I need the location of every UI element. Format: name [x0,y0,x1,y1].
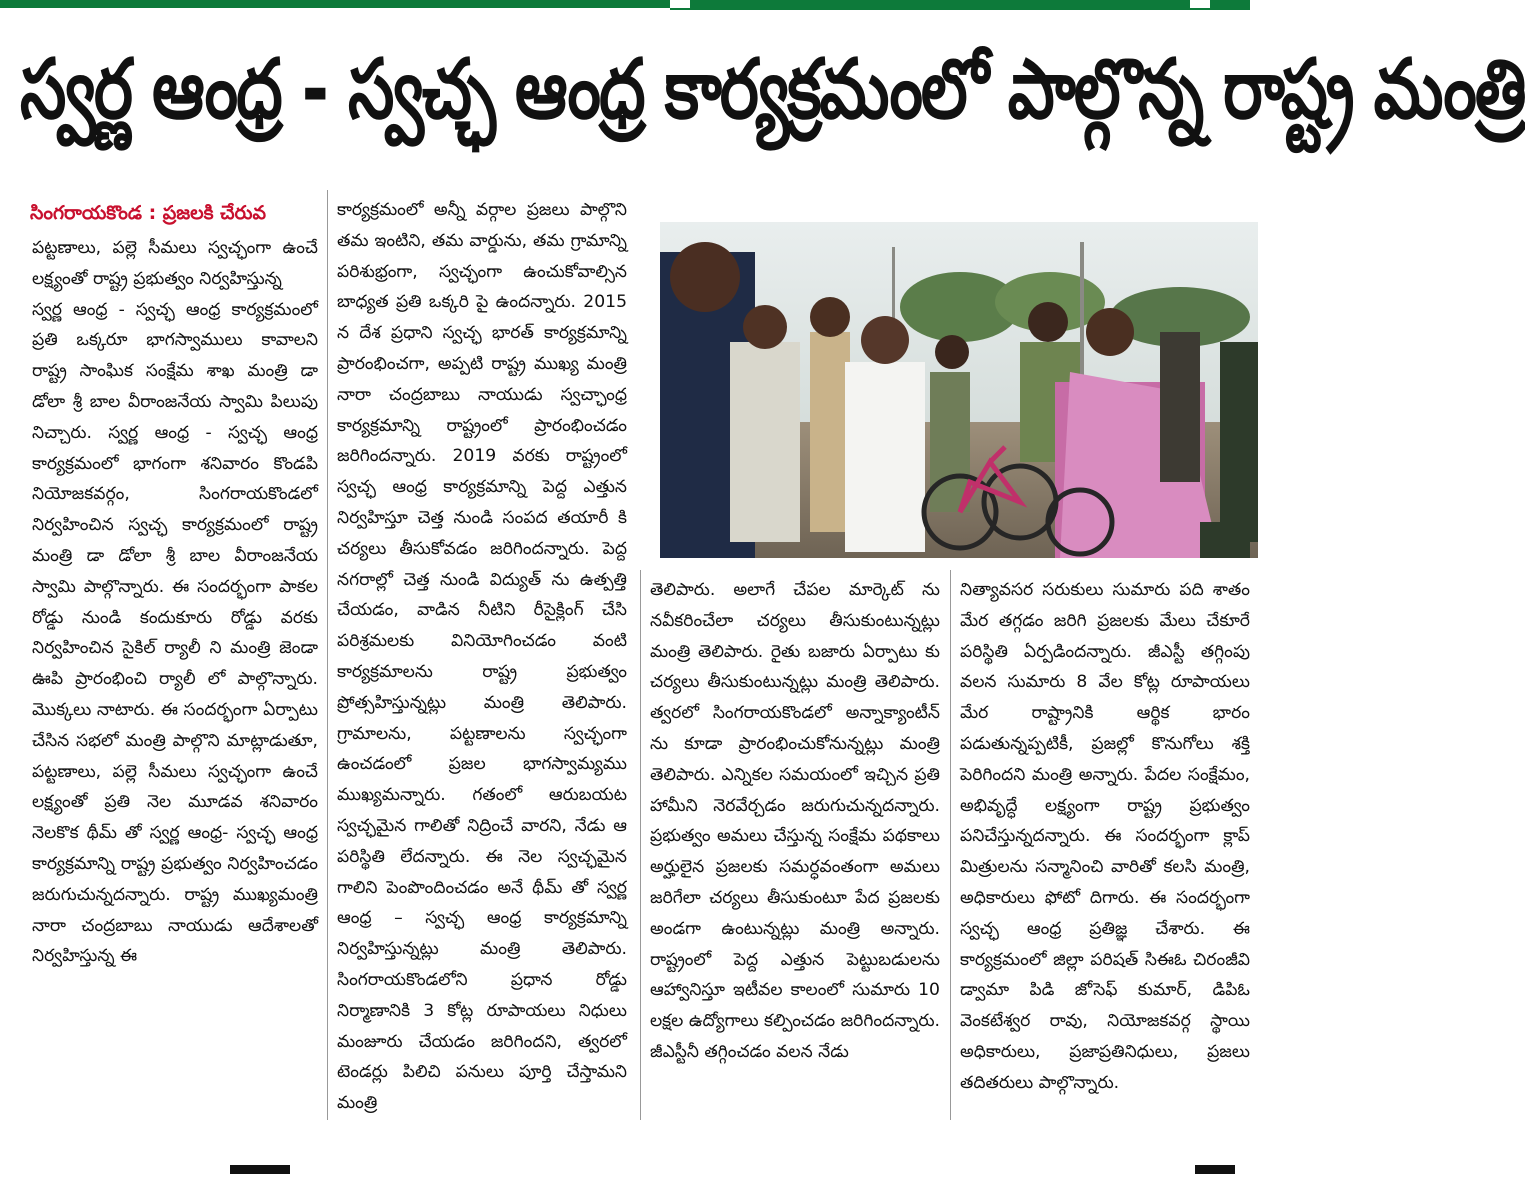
article-column-3: తెలిపారు. అలాగే చేపల మార్కెట్ ను నవీకరించేలా చర్యలు తీసుకుంటున్నట్లు మంత్రి తెలిపారు. రైతు బజారు ఏర్పాటు కు చర్యలు తీసుకుంటున్నట్లు మంత్రి తెలిపారు. త్వరలో సింగరాయకొండలో అన్నాక్యాంటీన్ ను కూడా ప్రారంభించుకోనున్నట్లు మంత్రి తెలిపారు. ఎన్నికల సమయంలో ఇచ్చిన ప్రతి హామీని నెరవేర్చడం జరుగుచున్నదన్నారు. ప్రభుత్వం అమలు చేస్తున్న సంక్షేమ పథకాలు అర్హులైన ప్రజలకు సమర్ధవంతంగా అమలు జరిగేలా చర్యలు తీసుకుంటూ పేద ప్రజలకు అండగా ఉంటున్నట్లు మంత్రి అన్నారు. రాష్ట్రంలో పెద్ద ఎత్తున పెట్టుబడులను ఆహ్వానిస్తూ ఇటీవల కాలంలో సుమారు 10 లక్షల ఉద్యోగాలు కల్పించడం జరిగిందన్నారు. జీఎస్టీనీ తగ్గించడం వలన నేడు [650,580,940,1062]
green-bar-right [1210,0,1250,10]
masthead-strip [0,0,1250,10]
article-column-2: కార్యక్రమంలో అన్నీ వర్గాల ప్రజలు పాల్గొని తమ ఇంటిని, తమ వార్డును, తమ గ్రామాన్ని పరిశుభ్రంగా, స్వచ్ఛంగా ఉంచుకోవాల్సిన బాధ్యత ప్రతి ఒక్కరి పై ఉందన్నారు. 2015 న దేశ ప్రధాని స్వచ్ఛ భారత్ కార్యక్రమాన్ని ప్రారంభించగా, అప్పటి రాష్ట్ర ముఖ్య మంత్రి నారా చంద్రబాబు నాయుడు స్వచ్ఛాంధ్ర కార్యక్రమాన్ని రాష్ట్రంలో ప్రారంభించడం జరిగిందన్నారు. 2019 వరకు రాష్ట్రంలో స్వచ్ఛ ఆంధ్ర కార్యక్రమాన్ని పెద్ద ఎత్తున నిర్వహిస్తూ చెత్త నుండి సంపద తయారీ కి చర్యలు తీసుకోవడం జరిగిందన్నారు. పెద్ద నగరాల్లో చెత్త నుండి విద్యుత్ ను ఉత్పత్తి చేయడం, వాడిన నీటిని రీసైక్లింగ్ చేసి పరిశ్రమలకు వినియోగించడం వంటి కార్యక్రమాలను రాష్ట్ర ప్రభుత్వం ప్రోత్సహిస్తున్నట్లు మంత్రి తెలిపారు. గ్రామాలను, పట్టణాలను స్వచ్ఛంగా ఉంచడంలో ప్రజల భాగస్వామ్యము ముఖ్యమన్నారు. గతంలో ఆరుబయట స్వచ్ఛమైన గాలితో నిద్రించే వారని, నేడు ఆ పరిస్థితి లేదన్నారు. ఈ నెల స్వచ్ఛమైన గాలిని పెంపొందించడం అనే థీమ్ తో స్వర్ణ ఆంధ్ర – స్వచ్ఛ ఆంధ్ర కార్యక్రమాన్ని నిర్వహిస్తున్నట్లు మంత్రి తెలిపారు. సింగరాయకొండలోని ప్రధాన రోడ్డు నిర్మాణానికి 3 కోట్ల రూపాయలు నిధులు మంజూరు చేయడం జరిగిందని, త్వరలో టెండర్లు పిలిచి పనులు పూర్తి చేస్తామని మంత్రి [337,200,627,1114]
news-photo [660,222,1258,558]
green-bar-left [0,0,670,8]
column-divider [640,570,641,1120]
article-column-4: నిత్యావసర సరుకులు సుమారు పది శాతం మేర తగ్గడం జరిగి ప్రజలకు మేలు చేకూరే పరిస్థితి ఏర్పడిందన్నారు. జీఎస్టీ తగ్గింపు వలన సుమారు 8 వేల కోట్ల రూపాయలు మేర రాష్ట్రానికి ఆర్థిక భారం పడుతున్నప్పటికీ, ప్రజల్లో కొనుగోలు శక్తి పెరిగిందని మంత్రి అన్నారు. పేదల సంక్షేమం, అభివృద్ధే లక్ష్యంగా రాష్ట్ర ప్రభుత్వం పనిచేస్తున్నదన్నారు. ఈ సందర్భంగా క్లాప్ మిత్రులను సన్మానించి వారితో కలసి మంత్రి, అధికారులు ఫోటో దిగారు. ఈ సందర్భంగా స్వచ్ఛ ఆంధ్ర ప్రతిజ్ఞ చేశారు. ఈ కార్యక్రమంలో జిల్లా పరిషత్ సిఈఓ చిరంజీవి డ్వామా పిడి జోసెఫ్ కుమార్, డిపిఓ వెంకటేశ్వర రావు, నియోజకవర్గ స్థాయి అధికారులు, ప్రజాప్రతినిధులు, ప్రజలు తదితరులు పాల్గొన్నారు. [960,580,1250,1093]
column-divider [327,190,328,1120]
page-headline: స్వర్ణ ఆంధ్ర - స్వచ్ఛ ఆంధ్ర కార్యక్రమంలో పాల్గొన్న రాష్ట్ర మంత్రి [20,41,1525,138]
dateline: సింగరాయకొండ : ప్రజలకి చేరువ [30,202,266,224]
green-bar-middle [690,0,1190,8]
green-rule [670,8,1210,10]
article-column-1: పట్టణాలు, పల్లె సీమలు స్వచ్ఛంగా ఉంచే లక్ష్యంతో రాష్ట్ర ప్రభుత్వం నిర్వహిస్తున్న స్వర్ణ ఆంధ్ర - స్వచ్ఛ ఆంధ్ర కార్యక్రమంలో ప్రతి ఒక్కరూ భాగస్వాములు కావాలని రాష్ట్ర సాంఘిక సంక్షేమ శాఖ మంత్రి డా డోలా శ్రీ బాల వీరాంజనేయ స్వామి పిలుపు నిచ్చారు. స్వర్ణ ఆంధ్ర - స్వచ్ఛ ఆంధ్ర కార్యక్రమంలో భాగంగా శనివారం కొండపి నియోజకవర్గం, సింగరాయకొండలో నిర్వహించిన స్వచ్ఛ కార్యక్రమంలో రాష్ట్ర మంత్రి డా డోలా శ్రీ బాల వీరాంజనేయ స్వామి పాల్గొన్నారు. ఈ సందర్భంగా పాకల రోడ్డు నుండి కందుకూరు రోడ్డు వరకు నిర్వహించిన సైకిల్ ర్యాలీ ని మంత్రి జెండా ఊపి ప్రారంభించి ర్యాలీ లో పాల్గొన్నారు. మొక్కలు నాటారు. ఈ సందర్భంగా ఏర్పాటు చేసిన సభలో మంత్రి పాల్గొని మాట్లాడుతూ, పట్టణాలు, పల్లె సీమలు స్వచ్ఛంగా ఉంచే లక్ష్యంతో ప్రతి నెల మూడవ శనివారం నెలకొక థీమ్ తో స్వర్ణ ఆంధ్ర- స్వచ్ఛ ఆంధ్ర కార్యక్రమాన్ని రాష్ట్ర ప్రభుత్వం నిర్వహించడం జరుగుచున్నదన్నారు. రాష్ట్ర ముఖ్యమంత్రి నారా చంద్రబాబు నాయుడు ఆదేశాలతో నిర్వహిస్తున్న ఈ [32,238,318,967]
column-divider [950,570,951,1120]
photo-illustration [660,222,1258,558]
next-article-edge [0,1155,1311,1174]
